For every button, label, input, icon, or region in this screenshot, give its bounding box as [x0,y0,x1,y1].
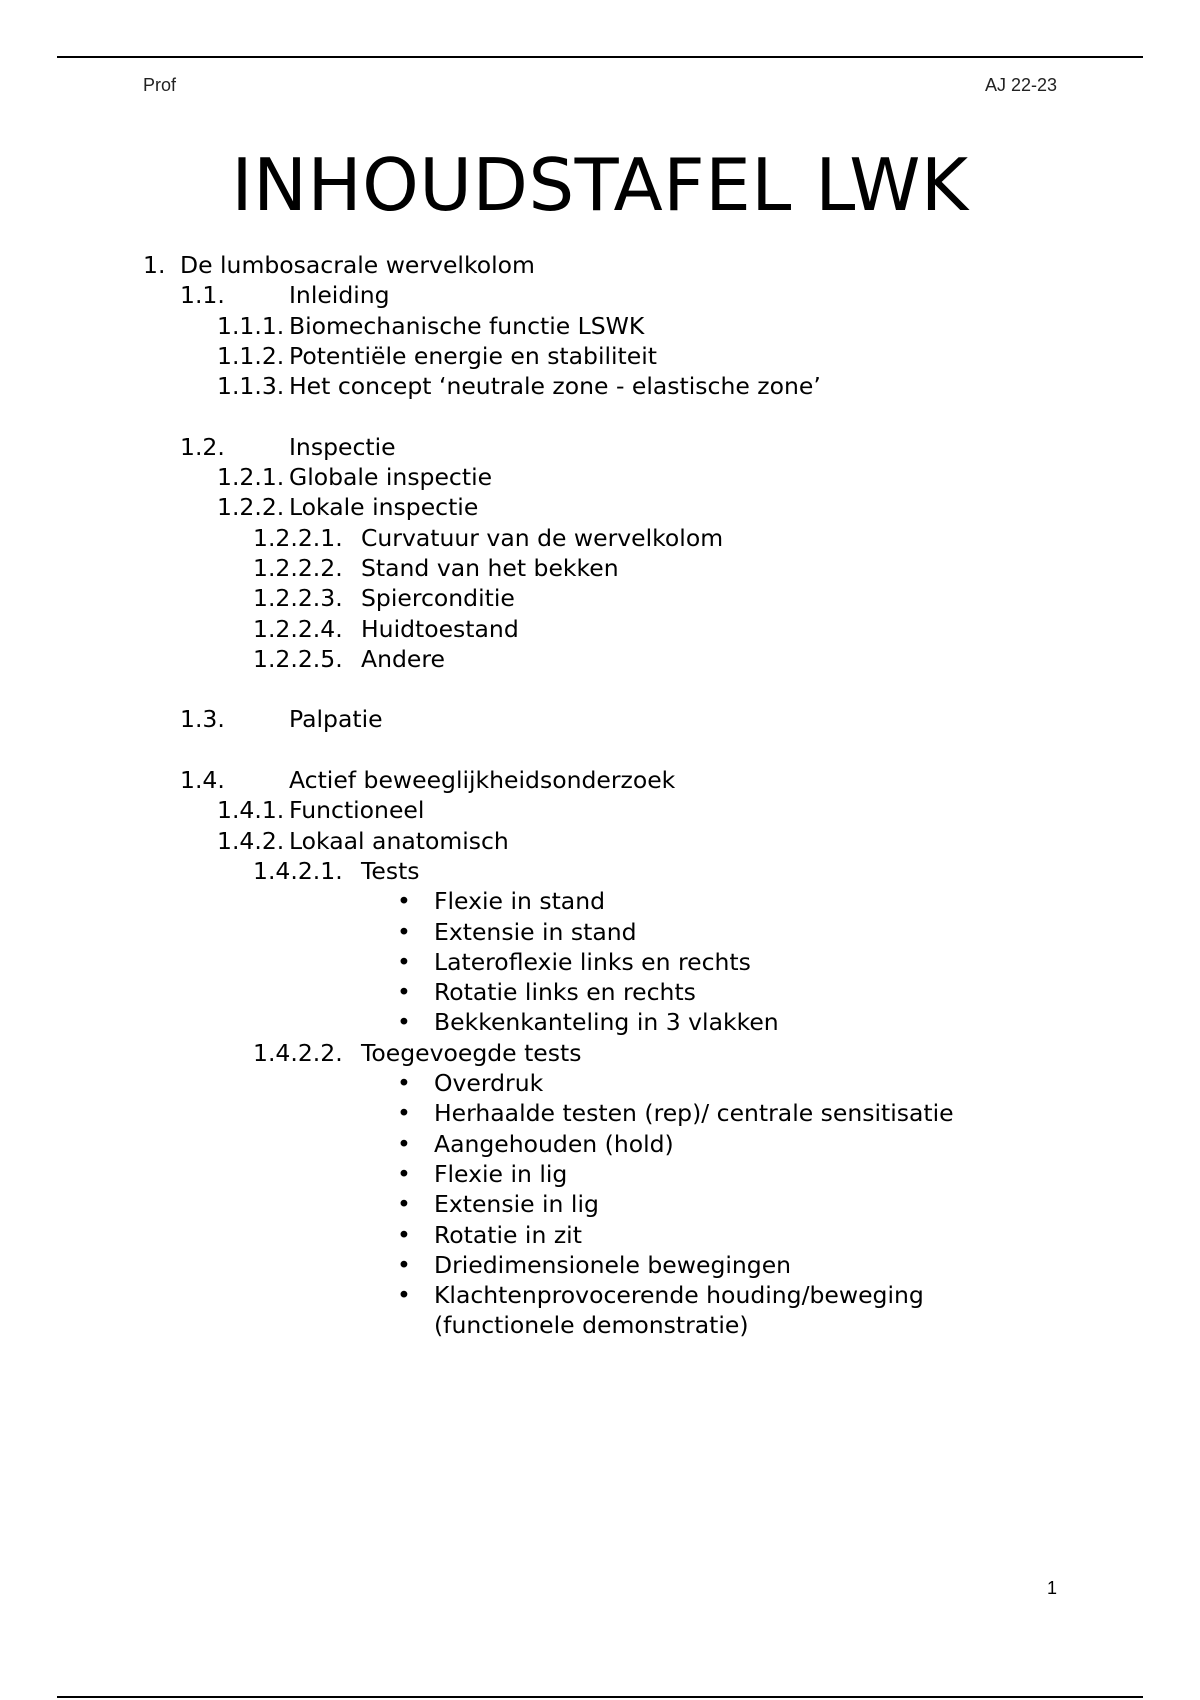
bullet-item [0,947,1200,977]
toc-text: Curvatuur van de wervelkolom [361,523,724,552]
bullet-icon: • [397,917,411,946]
bullet-item [0,1220,1200,1250]
bullet-item [0,1250,1200,1280]
toc-entry-1-2-2-4 [0,614,1200,644]
bullet-text: Rotatie links en rechts [434,978,696,1007]
toc-entry-1 [0,250,1200,280]
toc-entry-1-1-1 [0,311,1200,341]
toc-text: Het concept ‘neutrale zone - elastische zone’ [289,372,821,401]
toc-text: Tests [361,856,420,885]
toc-number: 1.2.2.4. [253,614,343,643]
toc-entry-1-1 [0,280,1200,310]
toc-text: Andere [361,644,445,673]
page-number: 1 [1046,1578,1057,1598]
bullet-item [0,1068,1200,1098]
bullet-item [0,1007,1200,1037]
bullet-icon: • [397,1190,411,1219]
toc-text: Lokaal anatomisch [289,826,509,855]
bullet-item-continuation [0,1310,1200,1340]
bullet-icon: • [397,887,411,916]
bullet-icon: • [397,1159,411,1188]
bullet-text: Flexie in lig [434,1159,568,1188]
bullet-item [0,977,1200,1007]
toc-entry-1-2-2-3 [0,583,1200,613]
bullet-text: Lateroflexie links en rechts [434,947,751,976]
toc-number: 1.2.2.2. [253,553,343,582]
toc-number: 1.4. [180,766,225,795]
bullet-icon: • [397,1069,411,1098]
header-right: AJ 22-23 [984,75,1057,95]
bullet-item [0,1129,1200,1159]
toc-text: Stand van het bekken [361,553,619,582]
toc-number: 1.1.1. [217,311,285,340]
toc-text: Inspectie [289,432,396,461]
toc-number: 1.4.2.1. [253,856,343,885]
bullet-text: Overdruk [434,1069,544,1098]
toc-entry-1-4-1 [0,795,1200,825]
toc-entry-1-1-2 [0,341,1200,371]
bullet-icon: • [397,1099,411,1128]
toc-number: 1.2.1. [217,463,285,492]
bullet-text: Herhaalde testen (rep)/ centrale sensitisatie [434,1099,954,1128]
bullet-item [0,1189,1200,1219]
toc-text: Lokale inspectie [289,493,479,522]
toc-text: Palpatie [289,705,383,734]
toc-entry-1-4-2-1 [0,856,1200,886]
toc-number: 1.2.2.5. [253,644,343,673]
bullet-text: Rotatie in zit [434,1220,582,1249]
toc-entry-1-2-2-1 [0,523,1200,553]
bullet-item [0,1098,1200,1128]
toc-number: 1.4.1. [217,796,285,825]
bullet-item [0,886,1200,916]
toc-entry-1-3 [0,704,1200,734]
toc-entry-1-2 [0,432,1200,462]
header-left: Prof [143,75,177,95]
bullet-item [0,917,1200,947]
toc-text: Toegevoegde tests [361,1038,582,1067]
toc-entry-1-2-1 [0,462,1200,492]
toc-text: Biomechanische functie LSWK [289,311,645,340]
toc-entry-1-1-3 [0,371,1200,401]
toc-text: Potentiële energie en stabiliteit [289,341,657,370]
toc-entry-1-2-2 [0,492,1200,522]
toc-number: 1.4.2.2. [253,1038,343,1067]
toc-number: 1.2.2.3. [253,584,343,613]
bullet-text: Extensie in lig [434,1190,599,1219]
bullet-item [0,1159,1200,1189]
bullet-text: Flexie in stand [434,887,606,916]
bullet-icon: • [397,1129,411,1158]
toc-entry-1-4 [0,765,1200,795]
footer-rule [57,1696,1143,1698]
toc-text: Inleiding [289,281,390,310]
toc-text: Actief beweeglijkheidsonderzoek [289,766,676,795]
bullet-icon: • [397,1008,411,1037]
toc-text: Huidtoestand [361,614,519,643]
bullet-icon: • [397,947,411,976]
bullet-text: Aangehouden (hold) [434,1129,674,1158]
toc-number: 1.1.3. [217,372,285,401]
toc-number: 1.1.2. [217,341,285,370]
bullet-text: (functionele demonstratie) [434,1311,749,1340]
bullet-text: Driedimensionele bewegingen [434,1250,792,1279]
bullet-text: Extensie in stand [434,917,637,946]
toc-number: 1.3. [180,705,225,734]
toc-text: Globale inspectie [289,463,493,492]
toc-text: De lumbosacrale wervelkolom [180,251,535,279]
bullet-item [0,1280,1200,1310]
bullet-icon: • [397,1281,411,1310]
toc-entry-1-4-2 [0,826,1200,856]
toc-number: 1. [143,251,166,279]
toc-entry-1-2-2-2 [0,553,1200,583]
bullet-icon: • [397,1250,411,1279]
document-title: INHOUDSTAFEL LWK [231,143,969,227]
header-rule [57,56,1143,58]
toc-entry-1-4-2-2 [0,1038,1200,1068]
toc-number: 1.2.2.1. [253,523,343,552]
bullet-icon: • [397,978,411,1007]
toc-entry-1-2-2-5 [0,644,1200,674]
toc-number: 1.2.2. [217,493,285,522]
bullet-icon: • [397,1220,411,1249]
toc-number: 1.4.2. [217,826,285,855]
toc-number: 1.1. [180,281,225,310]
toc-text: Functioneel [289,796,425,825]
bullet-text: Bekkenkanteling in 3 vlakken [434,1008,779,1037]
table-of-contents [0,250,1200,1341]
toc-text: Spierconditie [361,584,515,613]
bullet-text: Klachtenprovocerende houding/beweging [434,1281,924,1310]
toc-number: 1.2. [180,432,225,461]
